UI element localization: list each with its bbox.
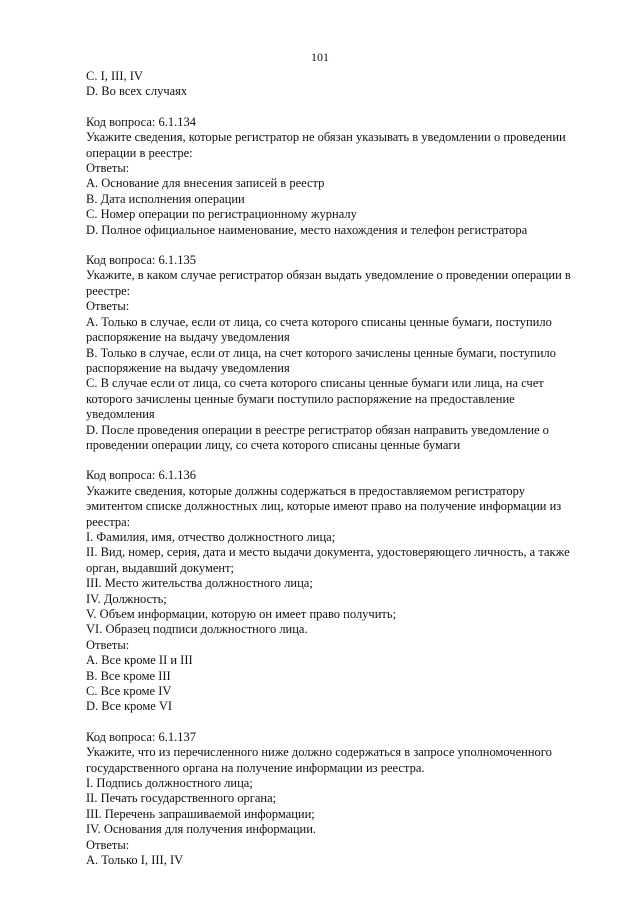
- question-code: Код вопроса: 6.1.136: [86, 468, 197, 483]
- question-text: Укажите сведения, которые должны содержаться в предоставляемом регистратору: [86, 483, 526, 498]
- question-6-1-134: [86, 115, 586, 238]
- document-body: [86, 69, 586, 869]
- list-item: III. Перечень запрашиваемой информации;: [86, 806, 315, 821]
- answer-option: распоряжение на выдачу уведомления: [86, 360, 290, 375]
- question-6-1-135: [86, 253, 586, 453]
- question-code: Код вопроса: 6.1.135: [86, 253, 197, 268]
- question-code: Код вопроса: 6.1.134: [86, 114, 197, 129]
- answer-option: D. Все кроме VI: [86, 699, 173, 714]
- answer-option: B. Только в случае, если от лица, на счет которого зачислены ценные бумаги, поступило: [86, 345, 557, 360]
- list-item: III. Место жительства должностного лица;: [86, 576, 313, 591]
- question-text: Укажите, что из перечисленного ниже должно содержаться в запросе уполномоченного: [86, 745, 552, 760]
- page-number: 101: [311, 50, 329, 64]
- answers-heading: Ответы:: [86, 299, 130, 314]
- answers-heading: Ответы:: [86, 637, 130, 652]
- answer-option: C. Номер операции по регистрационному журналу: [86, 207, 357, 222]
- list-item: орган, выдавший документ;: [86, 560, 235, 575]
- answer-option: A. Все кроме II и III: [86, 653, 193, 668]
- answer-option: B. Дата исполнения операции: [86, 191, 245, 206]
- answer-option: C. В случае если от лица, со счета которого списаны ценные бумаги или лица, на счет: [86, 376, 544, 391]
- answer-option: D. Полное официальное наименование, место нахождения и телефон регистратора: [86, 222, 528, 237]
- question-text: реестра:: [86, 514, 131, 529]
- answer-option: уведомления: [86, 407, 155, 422]
- list-item: II. Вид, номер, серия, дата и место выдачи документа, удостоверяющего личность, а также: [86, 545, 570, 560]
- question-text: Укажите, в каком случае регистратор обязан выдать уведомление о проведении операции в: [86, 268, 571, 283]
- question-text: операции в реестре:: [86, 145, 193, 160]
- answer-option: D. Во всех случаях: [86, 84, 188, 99]
- answer-option: D. После проведения операции в реестре регистратор обязан направить уведомление о: [86, 422, 549, 437]
- list-item: II. Печать государственного органа;: [86, 791, 277, 806]
- answer-option: которого зачислены ценные бумаги поступило распоряжение на предоставление: [86, 391, 515, 406]
- answer-option: A. Только I, III, IV: [86, 853, 184, 868]
- list-item: VI. Образец подписи должностного лица.: [86, 622, 308, 637]
- answer-option: C. Все кроме IV: [86, 684, 172, 699]
- question-text: эмитентом списке должностных лиц, которые имеют право на получение информации из: [86, 499, 562, 514]
- answer-option: B. Все кроме III: [86, 668, 171, 683]
- question-6-1-137: [86, 730, 586, 869]
- answers-heading: Ответы:: [86, 837, 130, 852]
- answer-option: A. Основание для внесения записей в реестр: [86, 176, 325, 191]
- question-text: реестре:: [86, 283, 131, 298]
- answer-option: A. Только в случае, если от лица, со счета которого списаны ценные бумаги, поступило: [86, 314, 552, 329]
- question-code: Код вопроса: 6.1.137: [86, 729, 197, 744]
- question-6-1-136: [86, 468, 586, 715]
- question-text: Укажите сведения, которые регистратор не обязан указывать в уведомлении о проведении: [86, 130, 566, 145]
- list-item: I. Подпись должностного лица;: [86, 776, 253, 791]
- list-item: IV. Должность;: [86, 591, 167, 606]
- answers-heading: Ответы:: [86, 161, 130, 176]
- question-text: государственного органа на получение информации из реестра.: [86, 760, 425, 775]
- answer-option: проведении операции лицу, со счета которого списаны ценные бумаги: [86, 437, 461, 452]
- intro-block: [86, 69, 586, 100]
- list-item: I. Фамилия, имя, отчество должностного лица;: [86, 529, 336, 544]
- list-item: V. Объем информации, которую он имеет право получить;: [86, 607, 397, 621]
- answer-option: распоряжение на выдачу уведомления: [86, 330, 290, 345]
- list-item: IV. Основания для получения информации.: [86, 822, 317, 837]
- answer-option: C. I, III, IV: [86, 69, 143, 83]
